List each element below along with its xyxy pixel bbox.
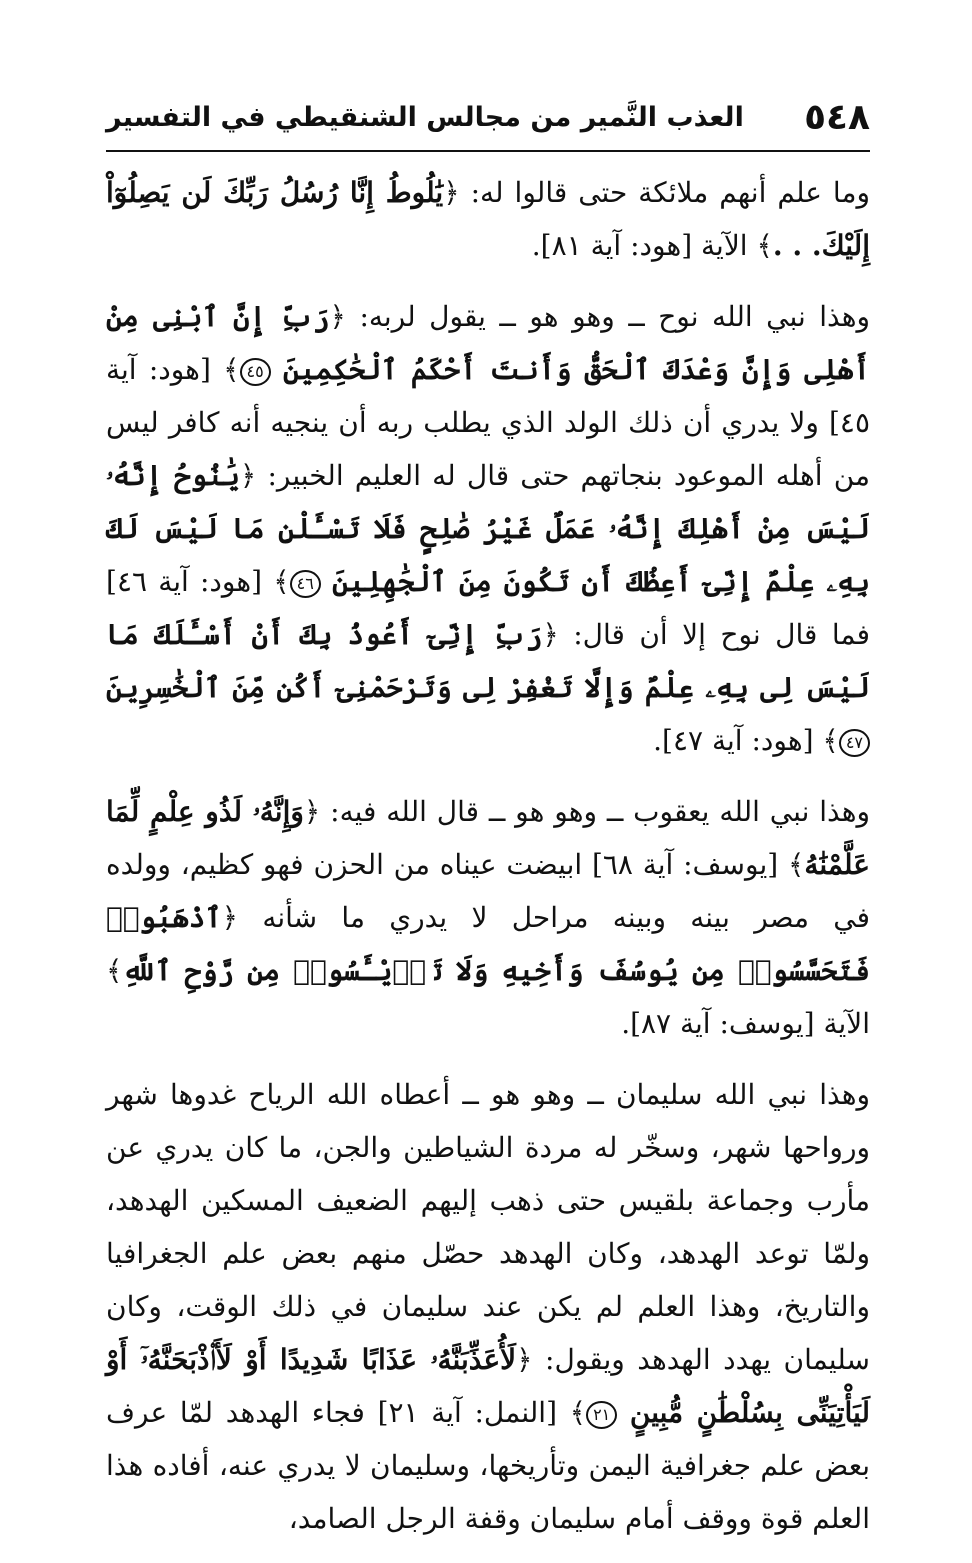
paragraph-4	[106, 1068, 870, 1545]
page-header	[106, 90, 870, 150]
text-run: ﴾ [هود: آية ٤٧].	[653, 724, 839, 757]
text-run: وهذا نبي الله نوح ــ وهو هو ــ يقول لربه: ﴿	[329, 300, 870, 333]
text-run: وهذا نبي الله سليمان ــ وهو هو ــ أعطاه الله الرياح غدوها شهر ورواحها شهر، وسخّر له مردة الشياطين والجن، ما كان يدري عن مأرب وجماعة بلقيس حتى ذهب إليهم الضعيف المسكين الهدهد، ولمّا توعد الهدهد، وكان الهدهد حصّل منهم بعض علم الجغرافيا والتاريخ، وهذا العلم لم يكن عند سليمان في ذلك الوقت، وكان سليمان يهدد الهدهد ويقول: ﴿	[106, 1078, 870, 1376]
quran-verse: يَٰلُوطُ إِنَّا رُسُلُ رَبِّكَ لَن يَصِلُوٓاْ إِلَيْكَ. . .	[106, 176, 870, 262]
quran-verse: وَإِنَّهُۥ لَذُو عِلْمٍ لِّمَا عَلَّمْنَٰهُ	[106, 795, 870, 881]
ayah-number-marker: ٤٦	[290, 570, 321, 598]
ayah-number-marker: ٤٧	[839, 729, 870, 757]
text-run: وما علم أنهم ملائكة حتى قالوا له: ﴿	[443, 176, 870, 209]
header-divider	[106, 150, 870, 152]
quran-verse: رَبِّ إِنِّىٓ أَعُوذُ بِكَ أَنْ أَسْـَٔلَكَ مَا لَيْسَ لِى بِهِۦ عِلْمٌ وَإِلَّا تَغْفِرْ لِى وَتَرْحَمْنِىٓ أَكُن مِّنَ ٱلْخَٰسِرِينَ	[106, 618, 870, 704]
quran-verse: لَأُعَذِّبَنَّهُۥ عَذَابًا شَدِيدًا أَوْ لَأَا۟ذْبَحَنَّهُۥٓ أَوْ لَيَأْتِيَنِّى بِسُلْطَٰنٍ مُّبِينٍ	[106, 1343, 870, 1429]
text-run: ﴾ [النمل: آية ٢١] فجاء الهدهد لمّا عرف بعض علم جغرافية اليمن وتأريخها، وسليمان لا يدري عنه، أفاده هذا العلم قوة ووقف أمام سليمان وقفة الرجل الصامد،	[106, 1396, 870, 1535]
paragraph-2	[106, 290, 870, 767]
paragraph-3	[106, 785, 870, 1050]
quran-verse: ٱذْهَبُوا۟ فَتَحَسَّسُوا۟ مِن يُوسُفَ وَأَخِيهِ وَلَا تَا۟يْـَٔسُوا۟ مِن رَّوْحِ ٱللَّهِ	[106, 901, 870, 987]
running-title: العذب النَّمير من مجالس الشنقيطي في التفسير	[106, 102, 744, 133]
main-text	[106, 166, 870, 1563]
text-run: ﴾ الآية [يوسف: آية ٨٧].	[106, 954, 870, 1040]
text-run: ﴾ [يوسف: آية ٦٨] ابيضت عيناه من الحزن فهو كظيم، وولده في مصر بينه وبينه مراحل لا يدري ما شأنه ﴿	[106, 848, 870, 934]
ayah-number-marker: ٤٥	[240, 358, 271, 386]
paragraph-1	[106, 166, 870, 272]
text-run: وهذا نبي الله يعقوب ــ وهو هو ــ قال الله فيه: ﴿	[303, 795, 870, 828]
text-run: ﴾ [هود: آية ٤٥] ولا يدري أن ذلك الولد الذي يطلب ربه أن ينجيه أنه كافر ليس من أهله الموعود بنجاتهم حتى قال له العليم الخبير: ﴿	[106, 353, 871, 492]
quran-verse: رَبِّ إِنَّ ٱبْنِى مِنْ أَهْلِى وَإِنَّ وَعْدَكَ ٱلْحَقُّ وَأَنتَ أَحْكَمُ ٱلْحَٰكِمِينَ	[106, 300, 870, 386]
text-run: ﴾ [هود: آية ٤٦] فما قال نوح إلا أن قال: ﴿	[106, 565, 870, 651]
page-number: ٥٤٨	[804, 97, 870, 138]
text-run: ﴾ الآية [هود: آية ٨١].	[531, 229, 773, 262]
ayah-number-marker: ٢١	[586, 1401, 617, 1429]
quran-verse: يَٰنُوحُ إِنَّهُۥ لَيْسَ مِنْ أَهْلِكَ إِنَّهُۥ عَمَلٌ غَيْرُ صَٰلِحٍ فَلَا تَسْـَٔلْنِ مَا لَيْسَ لَكَ بِهِۦ عِلْمٌ إِنِّىٓ أَعِظُكَ أَن تَكُونَ مِنَ ٱلْجَٰهِلِينَ	[106, 459, 870, 598]
